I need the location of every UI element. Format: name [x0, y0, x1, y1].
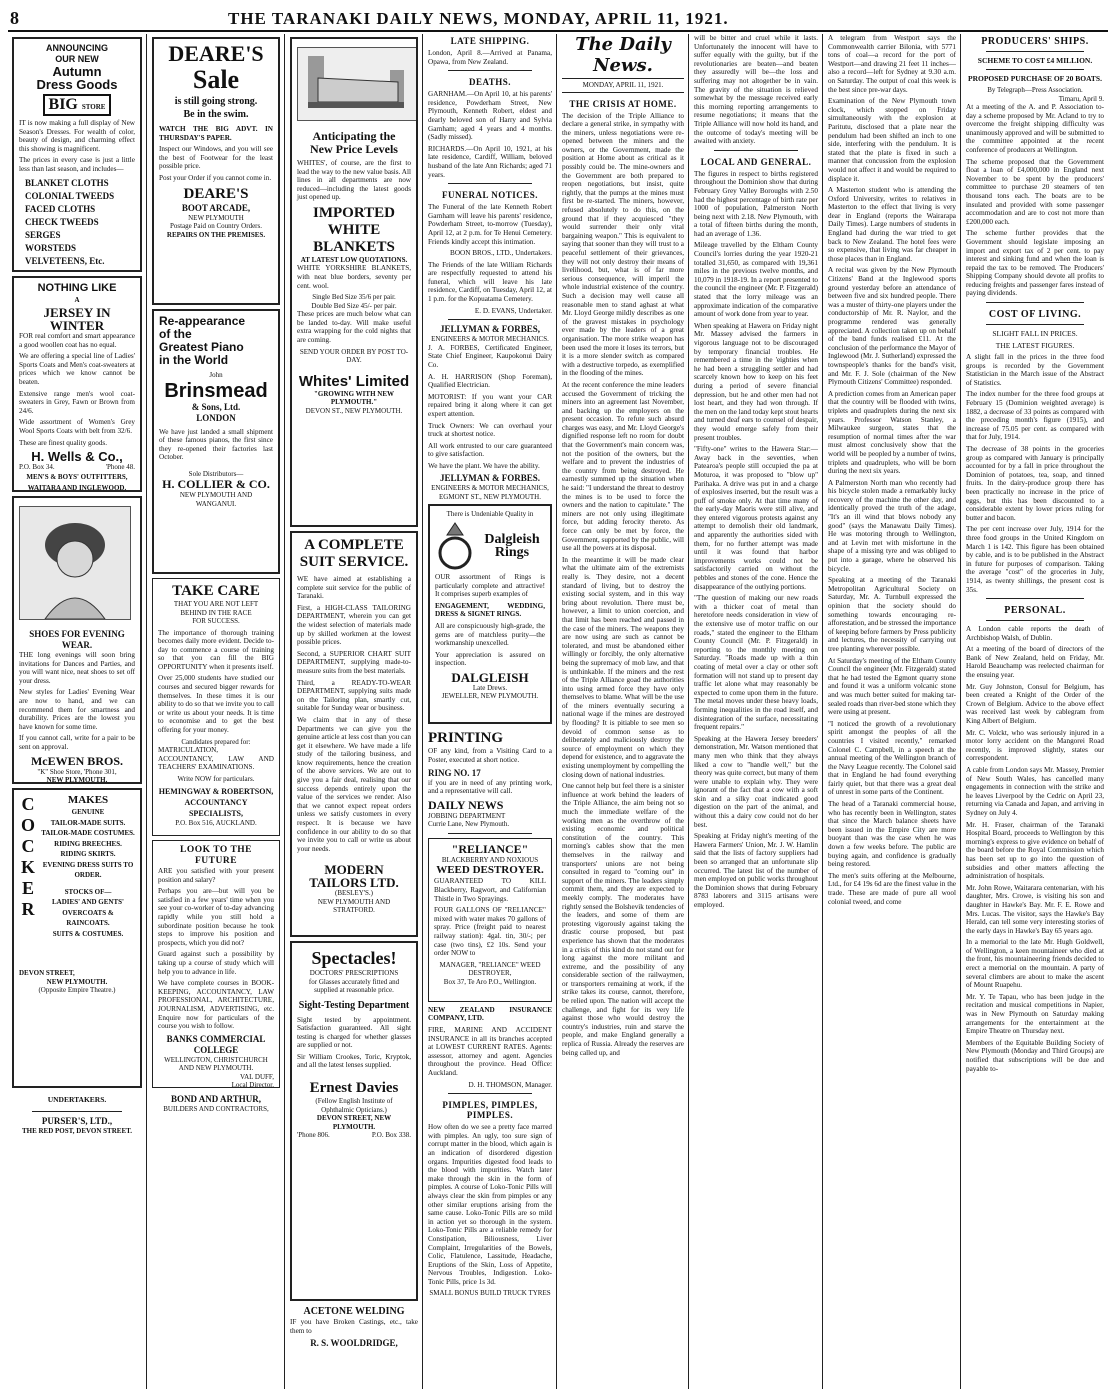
- ad-heading: of the: [159, 327, 192, 341]
- news-paragraph: Members of the Equitable Building Society of New Plymouth (Monday and Third Groups) are notified that subscriptions will be due and payable to-: [966, 1038, 1104, 1073]
- ad-line: DOCTORS' PRESCRIPTIONS: [309, 969, 399, 977]
- ad-line: VAL DUFF,: [239, 1072, 274, 1081]
- column-1: [8, 34, 146, 1389]
- logo-word: STORE: [81, 103, 106, 111]
- undertakers-heading: UNDERTAKERS.: [47, 1095, 107, 1104]
- ad-body: if you are in need of any printing work, and a representative will call.: [428, 778, 552, 796]
- ad-line: TAILOR-MADE SUITS.: [50, 818, 126, 827]
- news-paragraph: Speaking at a meeting of the Taranaki Metropolitan Agricultural Society on Saturday, Mr. A. Turnbull expressed the opinion that the society should do something towards encouraging re-afforestation, and be stressed the importance of keeping before farmers by Press publicity and lectures, the necessity of carrying out tree planting wherever possible.: [828, 576, 956, 653]
- ad-heading: MAKES: [67, 794, 109, 806]
- letter: C: [21, 794, 35, 814]
- ad-line: JEWELLER, NEW PLYMOUTH.: [441, 692, 539, 701]
- ad-body: WHITES', of course, are the first to lead the way to the new value basis. All lines in all departments are now reduced—including the latest goods just opened up.: [297, 159, 411, 202]
- price-line: Double Bed Size 45/- per pair.: [311, 301, 397, 310]
- news-paragraph: At a meeting of the A. and P. Association to-day a scheme proposed by Mr. Acland to try to overcome the freight shipping difficulty was unanimously approved and will be submitted to the committee appointed at the recent conference of producers at Wellington.: [966, 103, 1104, 154]
- ad-body: Guard against such a possibility by taking up a course of study which will help you to advance in life.: [158, 950, 274, 976]
- ad-body: Your appreciation is assured on inspection.: [435, 650, 545, 668]
- ad-line: WANGANUI.: [195, 499, 237, 508]
- ad-body: Inspect our Windows, and you will see the best of Footwear for the least possible price.: [159, 145, 273, 171]
- news-paragraph: In a memorial to the late Mr. Hugh Goldwell, of Wellington, a keen mountaineer who died at the front, his mountaineering friends decided to erect a memorial on the mountain. A party of several climbers are about to make the ascent of Mount Ruapehu.: [966, 938, 1104, 990]
- notice-text: The Friends of the late William Richards are respectfully requested to attend his funeral, which will leave his late residence, Cardiff, on Tuesday, April 12, at 1 p.m. for the Kopuatama Cemetery.: [428, 260, 552, 304]
- news-paragraph: Examination of the New Plymouth town clock, which stopped on Friday simultaneously with the explosion at Paritutu, disclosed that a plate near the pendulum had been shifted an inch to one side, interfering with the pendulum. It is stated that the plate is fixed in such a manner that concussion from the explosion would not affect it and would be required to displace it.: [828, 97, 956, 183]
- section-heading: PRODUCERS' SHIPS.: [981, 36, 1089, 47]
- news-paragraph: A cable from London says Mr. Massey, Premier of New South Wales, has cancelled many engagements in connection with the strike and he leaves Liverpool by the Cedric on April 23, returning via Canada and Japan, and arriving in Sydney on July 4.: [966, 766, 1104, 817]
- ad-body: All work entrusted to our care guaranteed to give satisfaction.: [428, 441, 552, 459]
- ad-name: DEARE'S: [183, 185, 249, 202]
- ad-name: NEW ZEALAND INSURANCE COMPANY, LTD.: [428, 1005, 552, 1023]
- list-item: VELVETEENS, Etc.: [25, 255, 105, 266]
- ad-line: Local Director.: [231, 1081, 274, 1088]
- ernest-davies-advert: [290, 941, 418, 1301]
- editorial-heading: THE CRISIS AT HOME.: [569, 98, 677, 109]
- list-item: WORSTEDS: [25, 242, 77, 253]
- ad-line: DEVON STREET, NEW PLYMOUTH.: [316, 1114, 392, 1131]
- section-heading: DEATHS.: [468, 77, 512, 88]
- column-rule: [556, 34, 557, 1389]
- ad-body: We have complete courses in BOOK-KEEPING, ACCOUNTANCY, LAW PROFESSIONAL, ARCHITECTURE, JOURNALISM, ADVERTISING, etc. Enquire now for particulars of the course you wish to follow.: [158, 979, 274, 1031]
- news-paragraph: At a meeting of the board of directors of the Bank of New Zealand, held on Friday, Mr. Harold Beauchamp was reelected chairman for the ensuing year.: [966, 645, 1104, 680]
- whites-advert: [290, 37, 418, 527]
- ad-line: Candidates prepared for:: [181, 737, 251, 746]
- ad-name: Brinsmead: [164, 379, 268, 402]
- column-3: [286, 34, 422, 1389]
- acetone-body: IF you have Broken Castings, etc., take them to: [290, 1318, 418, 1335]
- news-paragraph: A recital was given by the New Plymouth Citizens' Band at the Inglewood sports ground yesterday before an attendance of between five and six hundred people. There was a muster of thirty-one players under the conductorship of Mr. R. Naylor, and the programme rendered was generally appreciated. A collection taken up on behalf of the band funds realised £11. At the conclusion of the performance the Mayor of Inglewood (Mr. J. Sutherland) expressed the townspeople's thanks for the band's visit, and Mr. F. J. Sole (chairman of the New Plymouth Citizens' Committee) responded.: [828, 266, 956, 387]
- list-item: SERGES: [25, 229, 61, 240]
- sub-heading: THE LATEST FIGURES.: [995, 341, 1075, 351]
- ad-body: WE have aimed at establishing a complete suit service for the public of Taranaki.: [297, 575, 411, 601]
- printing-heading: PRINTING: [428, 730, 504, 747]
- ad-line: There is Undeniable Quality in: [446, 510, 534, 519]
- news-paragraph: The per cent increase over July, 1914 for the three food groups in the United Kingdom on March 1 is 142. This figure has been obtained by cable, and is to be published in the Abstract in future for purposes of comparison. Taking the average "cost" of the groceries in July, 1914, as twenty shillings, the present cost is 35s.: [966, 525, 1104, 594]
- cocker-vertical-name: [19, 794, 37, 939]
- ad-line: MEN'S & BOYS' OUTFITTERS,: [26, 472, 128, 481]
- ad-line: Be in the swim.: [183, 109, 249, 120]
- ad-body: All are conspicuously high-grade, the gems are of matchless purity—the workmanship unexcelled.: [435, 621, 545, 648]
- rennies-advert: [12, 37, 142, 272]
- ad-name: BANKS COMMERCIAL: [166, 1033, 266, 1044]
- ad-line: SUITS & COSTUMES.: [52, 929, 124, 938]
- news-paragraph: The scheme proposed that the Government float a loan of £4,000,000 in England next November to be spent by the producers' committee to purchase 20 steamers of ten thousand tons each. The boats are to be insulated and provided with some passenger accommodation and are to cost not more than £200,000 each.: [966, 157, 1104, 226]
- ad-line: 'Phone 48.: [105, 463, 135, 472]
- ad-line: RING NO. 17: [428, 767, 481, 778]
- ad-heading: BLANKETS: [313, 238, 395, 255]
- acetone-name: R. S. WOOLDRIDGE,: [310, 1338, 398, 1349]
- banks-college-advert: [152, 840, 280, 1088]
- news-paragraph: The head of a Taranaki commercial house, who has recently been in Wellington, states that since the March balance sheets have been issued in the Empire City are more buoyant than was the case when he was down a few weeks before. The public are buying again, and confidence is gradually being restored.: [828, 800, 956, 869]
- ad-line: EVENING DRESS SUITS TO ORDER.: [42, 860, 134, 879]
- ad-name: DAILY NEWS: [428, 797, 504, 812]
- ad-body: FIRE, MARINE AND ACCIDENT INSURANCE in all its branches accepted at LOWEST CURRENT RATES. Agents: assessor, attorney and agent. Agencies throughout the province. Head Office: Auckland.: [428, 1026, 552, 1077]
- sub-heading: SCHEME TO COST £4 MILLION.: [977, 56, 1093, 65]
- column-rule: [688, 34, 689, 1389]
- dateline: Timaru, April 9.: [1058, 94, 1104, 103]
- ad-heading: WEED DESTROYER.: [436, 864, 544, 877]
- section-heading: LOCAL AND GENERAL.: [700, 156, 812, 167]
- ad-body: MATRICULATION, ACCOUNTANCY, LAW AND TEACHERS' EXAMINATIONS.: [158, 746, 274, 772]
- column-4: [424, 34, 556, 1389]
- ad-heading: New Price Levels: [310, 142, 398, 156]
- news-paragraph: The scheme further provides that the Government should legislate imposing an import and export tax of 2 per cent. to pay interest and sinking fund and when the loan is repaid the tax to be removed. The Producers' Shipping Company should devote all profits to reducing freights and passenger fares instead of paying dividends.: [966, 229, 1104, 298]
- section-heading: LATE SHIPPING.: [450, 36, 530, 46]
- notice-text: London, April 8.—Arrived at Panama, Opawa, from New Zealand.: [428, 49, 552, 66]
- ad-body: Over 25,000 students have studied our courses and secured bigger rewards for themselves. In these times it is our ability to do so that we invite you to call or write us about your needs. It is time to economise and to get the best offering for your money.: [158, 674, 274, 735]
- section-heading: PERSONAL.: [1004, 605, 1066, 617]
- ad-line: NEW PLYMOUTH AND STRATFORD.: [317, 897, 391, 915]
- ad-body: We have just landed a small shipment of these famous pianos, the first since they re-opened their factories last October.: [159, 427, 273, 462]
- ad-name: H. Wells & Co.,: [31, 449, 123, 465]
- ad-line: SEND YOUR ORDER BY POST TO-DAY.: [299, 347, 409, 365]
- dalgleish-advert: [428, 504, 552, 724]
- ad-body: Truck Owners: We can overhaul your truck at shortest notice.: [428, 421, 552, 439]
- list-item: CHECK TWEEDS: [25, 216, 99, 227]
- ad-line: STOCKS OF—: [64, 887, 112, 896]
- ad-name: JELLYMAN & FORBES,: [440, 324, 540, 335]
- ad-line: BEHIND IN THE RACE: [180, 608, 252, 617]
- wells-advert: [12, 276, 142, 492]
- ad-line: JOBBING DEPARTMENT: [428, 811, 506, 820]
- ad-line: LONDON: [196, 412, 236, 423]
- news-paragraph: The decrease of 38 points in the groceries group as compared with January is principally accounted for by a fall in price throughout the Dominion of potatoes, tea, soap, and tinned fruits. In the dairy-produce group there has been practically no increase in the price of eggs, but this has been discounted to a considerable extent by lower prices ruling for butter and bacon.: [966, 445, 1104, 522]
- column-7: [824, 34, 960, 1389]
- news-paragraph: A Masterton student who is attending the Oxford University, writes to relatives in Masterton to the effect that living is very dear in England (reports the Wairarapa Daily Times). Large numbers of students in England had during the war tried to get back to New Zealand. The hotel fees were so expensive, that living was far cheaper in those places than in England.: [828, 186, 956, 263]
- ad-heading: Sale: [192, 65, 240, 94]
- news-paragraph: A slight fall in the prices in the three food groups is recorded by the Government Statistician in the March issue of the Abstract of Statistics.: [966, 353, 1104, 387]
- ad-heading: Sight-Testing Department: [298, 999, 410, 1011]
- ad-heading: JERSEY IN: [43, 305, 111, 320]
- ad-line: is still going strong.: [174, 96, 258, 107]
- ad-line: Postage Paid on Country Orders.: [170, 222, 262, 231]
- ad-line: ACCOUNTANCY SPECIALISTS,: [184, 798, 248, 819]
- ad-body: Third, a READY-TO-WEAR DEPARTMENT, supplying suits made on the Tailoring plan, smartly cut, suitable for Sunday wear or business.: [297, 678, 411, 713]
- ad-body: THE long evenings will soon bring invitations for Dances and Parties, and you will want nice, neat shoes to set off your dress.: [19, 651, 135, 685]
- news-paragraph: Speaking at Friday night's meeting of the Hawera Farmers' Union, Mr. J. W. Hamlin said that the lists of factory suppliers had been so arranged that an unfortunate slip occurred. The latest list of the number of men employed on public works throughout the Dominion shows that during February 8783 laborers and 3115 artisans were employed.: [694, 832, 818, 909]
- ad-heading: TAKE CARE: [172, 583, 260, 599]
- ad-body: GUARANTEED TO KILL Blackberry, Ragwort, and Californian Thistle in Two Sprayings.: [434, 877, 546, 903]
- page-masthead: [8, 6, 1108, 32]
- ad-heading: WINTER: [49, 318, 105, 333]
- ad-body: IT is now making a full display of New Season's Dresses. For wealth of color, beauty of design, and charming effect this showing is magnificent.: [19, 119, 135, 153]
- section-heading: FUNERAL NOTICES.: [441, 190, 539, 201]
- ad-line: FOR SUCCESS.: [192, 617, 240, 625]
- ad-body: Extensive range men's wool coat-sweaters in Grey, Fawn or Brown from 24/6.: [19, 389, 135, 415]
- notice-text: The Funeral of the late Kenneth Robert Garnham will leave his parents' residence, Powderham Street, to-morrow (Tuesday), April 12, at 2 p.m. for Te Henui Cemetery. Friends kindly accept this intimation.: [428, 203, 552, 246]
- news-paragraph: The men's suits offering at the Melbourne, Ltd., for £4 19s 6d are the finest value in the trade. These are made of pure all wool colonial tweed, and come: [828, 871, 956, 906]
- ad-line: Sole Distributors—: [188, 469, 244, 478]
- product-list: [19, 177, 135, 268]
- notice-text: RICHARDS.—On April 10, 1921, at his late residence, Cardiff, William, beloved husband of the late Ann Richards; aged 71 years.: [428, 144, 552, 179]
- cocker-advert: [12, 788, 142, 1088]
- ad-line: [19, 270, 135, 272]
- ad-line: SMALL BONUS BUILD TRUCK TYRES: [429, 1289, 551, 1298]
- ad-body: The importance of thorough training becomes daily more evident. Decide to-day to commence a course of training so that you can fill the BIG OPPORTUNITY when it presents itself.: [158, 628, 274, 671]
- ad-name: DALGLEISH: [451, 669, 529, 685]
- big-store-logo: [43, 94, 112, 116]
- ad-name: TAILORS LTD.: [309, 875, 399, 891]
- modern-tailors-advert: [290, 531, 418, 937]
- woman-portrait-illustration: [19, 506, 131, 620]
- ad-line: NEW PLYMOUTH.: [46, 977, 108, 986]
- ad-line: MANAGER, "RELIANCE" WEED DESTROYER,: [439, 960, 541, 978]
- column-2: [148, 34, 284, 1389]
- ad-line: BLACKBERRY AND NOXIOUS: [441, 855, 539, 864]
- deare-sale-advert: [152, 37, 280, 305]
- list-item: BLANKET CLOTHS: [25, 177, 109, 188]
- ad-line: Currie Lane, New Plymouth.: [428, 820, 510, 829]
- column-5: [558, 34, 688, 1389]
- ad-body: Wide assortment of Women's Grey Wool Sports Coats with belt from 32/6.: [19, 418, 135, 435]
- letter: O: [20, 815, 35, 835]
- ad-line: P.O. Box 516, AUCKLAND.: [175, 819, 257, 828]
- letter: K: [20, 857, 35, 877]
- column-6: [690, 34, 822, 1389]
- pursers-name: PURSER'S, LTD.,: [41, 1116, 113, 1126]
- ad-heading: SUIT SERVICE.: [299, 554, 409, 570]
- editorial-paragraph: At the recent conference the mine leaders accused the Government of tricking the miners into an agreement last November, and backing up the employers on the present occasion. To refute such absurd charges was easy, and Mr. Lloyd George's dignified response left no room for doubt that the Government's main concern was, not the position of the owners, but the welfare and to prevent the industries of the country from being destroyed. He earnestly summed up the situation when he said: "I understand the threat to destroy the mines is to be used to force the owners and the nation to capitulate." The miners are not only using illegitimate force, but adding ferocity thereto. As force can only be met by force, the Government, supported by the public, will use all the powers at its disposal.: [562, 380, 684, 553]
- list-item: FACED CLOTHS: [25, 203, 96, 214]
- ad-line: 'Phone 806.: [297, 1131, 330, 1140]
- ad-body: J. A. FORBES, Certificated Engineer, State Chief Engineer, Kaupokonui Dairy Co.: [428, 343, 552, 369]
- news-paragraph: At Saturday's meeting of the Eltham County Council the engineer (Mr. Fitzgerald) stated that he had tested the Egmont quarry stone and found it was a uniform volcanic stone and was much better suited for making tar-sealed roads than river-bed stone which they were using at present.: [828, 656, 956, 717]
- ad-heading: NOTHING LIKE: [37, 282, 117, 294]
- column-rule: [422, 34, 423, 1389]
- mcewen-advert: [12, 496, 142, 784]
- ad-line: BOOT ARCADE,: [181, 202, 251, 213]
- editorial-paragraph: will be bitter and cruel while it lasts. Unfortunately the innocent will have to suffer equally with the guilty, but if the revolutionaries are beaten—and beaten they assuredly will be—the loss and suffering may not altogether be in vain. The gravity of the situation is relieved somewhat by the message received early this morning reporting arrangements to resume negotiations; it means that the Triple Alliance will now hold its hand, and the outcome of today's meeting will be awaited with anxiety.: [694, 34, 818, 146]
- news-paragraph: Mr. John Rowe, Waitarara centenarian, with his daughter, Mrs. Crowe, is visiting his son and daughter in Hawke's Bay. Mr. F. E. Rowe and Mrs. Lucas. The visitor, says the Hawke's Bay Herald, can tell some very interesting stories of the early days in Hawke's Bay 65 years ago.: [966, 883, 1104, 935]
- ad-body: If you cannot call, write for a pair to be sent on approval.: [19, 734, 135, 751]
- list-item: COLONIAL TWEEDS: [25, 190, 115, 201]
- ad-heading: Dalgleish: [484, 531, 540, 547]
- ad-line: RIDING BREECHES.: [54, 839, 122, 848]
- ad-body: ARE you satisfied with your present position and salary?: [158, 867, 274, 884]
- ad-heading: A COMPLETE: [304, 537, 404, 553]
- ad-heading: SHOES FOR EVENING: [29, 629, 125, 639]
- ad-line: REPAIRS ON THE PREMISES.: [166, 230, 266, 239]
- ad-line: John: [209, 371, 223, 379]
- ad-body: OUR assortment of Rings is particularly complete and attractive! It comprises superb examples of: [435, 572, 545, 599]
- ad-heading: Dress Goods: [36, 77, 118, 92]
- column-rule: [284, 34, 285, 1389]
- section-heading: COST OF LIVING.: [988, 309, 1082, 321]
- news-paragraph: Mr. H. Fraser, chairman of the Taranaki Hospital Board, proceeds to Wellington by this morning's express to give evidence on behalf of the board before the Royal Commission which has been set up to go into the question of subsidies and other matters affecting the administration of hospitals.: [966, 820, 1104, 881]
- column-rule: [146, 34, 147, 1389]
- ad-line: Box 37, Te Aro P.O., Wellington.: [443, 977, 537, 986]
- page-number: 8: [10, 8, 19, 28]
- notice-text: GARNHAM.—On April 10, at his parents' residence, Powderham Street, New Plymouth, Kenneth Robert, eldest and dearly beloved son of Harry and Sylvia Garnham; aged 4 years and 4 months. (Sadly missed).: [428, 90, 552, 142]
- news-paragraph: "Fifty-one" writes to the Hawera Star:—Away back in the seventies, when Patearoa's people still occupied the pa at Moturoa, it was proposed to "blow up" Parihaka. A drive was put in and a charge of explosives inserted, but the result was a puff of smoke only. At that time many of the early-day Maoris were still alive, and they entered vigorous protests against any attempt to demolish their old landmark, and apparently the authorities sided with them, for no further attempt was made until it was found that harbor improvements works could not be satisfactorily carried on without the pebbles and stones of the cone. Hence the disappearance of the outlying portions.: [694, 445, 818, 591]
- letter: R: [21, 899, 35, 919]
- ad-heading: WEAR.: [61, 640, 93, 650]
- ring-illustration: [435, 519, 475, 573]
- ad-line: NEW PLYMOUTH: [188, 213, 244, 222]
- ad-line: NEW PLYMOUTH.: [46, 776, 108, 784]
- ad-line: ANNOUNCING: [46, 43, 108, 53]
- sub-heading: SLIGHT FALL IN PRICES.: [992, 329, 1078, 339]
- ad-body: FOR real comfort and smart appearance a good woollen coat has no equal.: [19, 332, 135, 349]
- ad-line: P.O. Box 338.: [371, 1131, 411, 1140]
- dateline: By Telegraph—Press Association.: [987, 86, 1083, 94]
- ad-line: DEVON ST., NEW PLYMOUTH.: [305, 406, 403, 415]
- ad-body: The prices in every case is just a little less than last season, and includes—: [19, 156, 135, 173]
- ad-name: JELLYMAN & FORBES.: [440, 473, 540, 484]
- logo-word: BIG: [48, 96, 78, 113]
- news-paragraph: Mileage travelled by the Eltham County Council's lorries during the year 1920-21 totalled 31,650, as compared with 19,361 miles in the previous twelve months, and 10,079 in 1918-19. In a report presented to the council the engineer (Mr. P. Fitzgerald) stated that the lorry mileage was an approximate indication of the comparative amount of work done from year to year.: [694, 241, 818, 319]
- notice-signature: E. D. EVANS, Undertaker.: [474, 306, 552, 315]
- ad-body: Second, a SUPERIOR CHART SUIT DEPARTMENT, supplying made-to-measure suits from the best materials.: [297, 649, 411, 675]
- hemingway-advert: [152, 578, 280, 836]
- ad-name: HEMINGWAY & ROBERTSON,: [158, 787, 274, 797]
- news-paragraph: Mr. C. Volckt, who was seriously injured in a motor lorry accident on the Mangorei Road recently, is improved slightly, states our correspondent.: [966, 728, 1104, 763]
- ad-heading: LOOK TO THE FUTURE: [179, 845, 253, 866]
- pursers-address: THE RED POST, DEVON STREET.: [21, 1127, 133, 1135]
- editorial-masthead: The Daily News.: [575, 34, 671, 76]
- ad-heading: Greatest Piano: [159, 340, 244, 354]
- ad-line: NEW PLYMOUTH AND: [179, 491, 253, 500]
- news-paragraph: When speaking at Hawera on Friday night Mr. Massey advised the farmers in vigorous language not to be discouraged by temporary financial troubles. He remembered a time in the 'eighties when he had been a struggling settler and had scarcely known how to keep on his feet during a period of severe financial depression, but he and other men had not lost heart, and they had won through. If the men on the land today kept stout hearts and turned deaf ears to counsel of despair, they would emerge safely from their present troubles.: [694, 321, 818, 442]
- ad-line: RIDING SKIRTS.: [60, 850, 116, 858]
- sub-heading: PROPOSED PURCHASE OF 20 BOATS.: [968, 74, 1102, 83]
- ad-heading: Anticipating the: [312, 129, 396, 143]
- acetone-heading: ACETONE WELDING: [303, 1306, 405, 1317]
- ad-body: We have the plant. We have the ability.: [428, 461, 540, 470]
- ad-body: Post your Order if you cannot come in.: [159, 173, 272, 182]
- ad-body: These prices are much below what can be landed to-day. Will make useful extra wrapping for the cold nights that are coming.: [297, 310, 411, 345]
- news-paragraph: A London cable reports the death of Archbishop Walsh, of Dublin.: [966, 625, 1104, 642]
- ad-body: Sight tested by appointment. Satisfaction guaranteed. All sight testing is charged for whether glasses are supplied or not.: [297, 1015, 411, 1050]
- ad-name: Whites' Limited: [298, 372, 410, 390]
- ad-body: We claim that in any of these Departments we can give you the genuine article at less cost than you can get it elsewhere. We have made a life study of the tailoring business, and know requirements, hence the creation of the above services. We are out to give you a fair deal, realising that our success depends entirely upon the value of the services we render. Also that we cannot expect repeat orders unless we satisfy customers in every respect. It is because we have confidence in our ability to do so that we invite you to call or write us about your needs.: [297, 715, 411, 853]
- bond-arthur-trade: BUILDERS AND CONTRACTORS,: [163, 1105, 269, 1113]
- newspaper-title: THE TARANAKI DAILY NEWS, MONDAY, APRIL 11, 1921.: [228, 9, 729, 28]
- news-paragraph: The index number for the three food groups at February 15 (Dominion weighted average) is 1882, a decrease of 33 points as compared with the preceding month's figure (1915), and increase of 75.05 per cent. as compared with that for July, 1914.: [966, 390, 1104, 442]
- ad-body: FOUR GALLONS OF "RELIANCE" mixed with water makes 70 gallons of spray. Price (freight paid to nearest railway station): 4gal. tin, 30/-; per case (two tins), £2 10s. Send your order NOW to: [434, 906, 546, 958]
- ad-name: MODERN: [324, 862, 384, 878]
- ad-body: How often do we see a pretty face marred with pimples. An ugly, too sure sign of corrupt matter in the blood, which again is an indication of disordered digestion organs. Impurities digested food leads to the blood with impurities. Watch later make through the skin in the form of pimples. A course of Loko-Tonic Pills will always clear the skin from pimples or any other similar eruptions arising from the same cause. Loko-Tonic Pills are so mild in action yet so thorough in the system. Loko-Tonic Pills are a reliable remedy for Constipation, Biliousness, Liver Complaint, Irregularities of the Bowels, Colic, Flatulence, Lassitude, Headache, Eruptions of the Skin, Loss of Appetite, Nervous Troubles, Indigestion. Loko-Tonic Pills, price 1s 3d.: [428, 1123, 552, 1286]
- ad-line: Ophthalmic Opticians.): [321, 1105, 387, 1114]
- ad-heading: Spectacles!: [311, 948, 397, 968]
- ad-line: WAITARA AND INGLEWOOD.: [27, 483, 127, 492]
- ad-heading: Re-appearance: [159, 314, 246, 328]
- editorial-paragraph: One cannot help but feel there is a sinister influence at work behind the leaders of the Triple Alliance, the aim being not so much the immediate welfare of the working men as the overthrow of the existing economic and political constitution of the country. This morning's cables show that the men themselves in the railway and transporters' unions are not being consulted in regard to "coming out" in support of the miners. The leaders simply commit them, and they are expected to meekly comply. The moderates have rightly sensed the Bolshevik tendencies of the leaders, and some of them are protesting vigorously against taking the drastic course proposed, but past experience has shown that the moderates in a crisis of this kind do not stand out for long against the more militant and extreme, and the possibility of any considerable section of the railwaymen, or transporters remaining at work, if the strike takes its course, cannot, therefore, be relied upon. The nation will accept the challenge, and fight for its very life against those who would destroy the country's industries, ruin and starve the people, and make England generally a replica of Russia. Already the reserves are being called up, and: [562, 782, 684, 1057]
- ad-line: (Fellow English Institute of: [315, 1097, 393, 1106]
- ad-heading: "RELIANCE": [451, 841, 529, 856]
- ad-body: MOTORIST: If you want your CAR repaired bring it along where it can get expert attention.: [428, 392, 552, 418]
- ad-heading: Autumn: [52, 64, 102, 79]
- news-paragraph: A prediction comes from an American paper that the country will be flooded with twins, triplets and quadruplets during the next six years. Professor Watson Stanley, a Milwaukee surgeon, states that the resumption of normal times after the war must almost conclusively show that the world will be peopled by a number of twins, triplets and quadruplets, who will be born during the next six years.: [828, 389, 956, 476]
- news-paragraph: A telegram from Westport says the Commonwealth carrier Bilonia, with 5771 tons of coal—a record for the port of Westport—and drawing 21 feet 11 inches—also a record—left for Sydney at 9.30 a.m. on Saturday. The output of coal this week is the best since pre-war days.: [828, 34, 956, 94]
- reliance-advert: [428, 838, 552, 1002]
- news-paragraph: Speaking at the Hawera Jersey breeders' demonstration, Mr. Watson mentioned that many men who think that they always liked a cow to "handle well," but the theory was quite correct, but many of them were unable to explain why. They were ignorant of the fact that a cow with a soft skin and a silky coat indicated good digestion on the part of the animal, and without this a dairy cow could not do her best.: [694, 734, 818, 829]
- ad-line: (BESLEY'S.): [334, 889, 373, 898]
- news-paragraph: Mr. Guy Johnston, Consul for Belgium, has been created a Knight of the Order of the Crown of Belgium. Advice to the above effect was received last week by cablegram from King Albert of Belgium.: [966, 682, 1104, 726]
- ad-heading: Rings: [494, 544, 530, 560]
- ad-line: "GROWING WITH NEW PLYMOUTH.": [314, 389, 394, 407]
- ad-body: WATCH THE BIG ADVT. IN THURSDAY'S PAPER.: [159, 125, 273, 142]
- ad-line: "K" Shoe Store, 'Phone 301,: [37, 767, 117, 776]
- column-rule: [960, 34, 961, 1389]
- ad-line: for Glasses accurately fitted and supplied at reasonable price.: [308, 977, 400, 994]
- notice-signature: BOON BROS., LTD., Undertakers.: [450, 249, 552, 258]
- collier-piano-advert: [152, 309, 280, 574]
- ad-line: (Opposite Empire Theatre.): [38, 986, 116, 994]
- ad-body: New styles for Ladies' Evening Wear are now to hand, and we can recommend them for smartness and durability. Prices are the lowest you have known for some time.: [19, 688, 135, 731]
- ad-line: & Sons, Ltd.: [191, 401, 241, 412]
- ad-line: LADIES' AND GENTS' OVERCOATS & RAINCOATS.: [52, 898, 124, 927]
- ad-name: H. COLLIER & CO.: [162, 477, 270, 492]
- section-heading: PIMPLES, PIMPLES, PIMPLES.: [442, 1100, 538, 1121]
- price-line: Single Bed Size 35/6 per pair.: [312, 293, 396, 302]
- ad-line: EGMONT ST., NEW PLYMOUTH.: [439, 492, 541, 501]
- news-paragraph: "The question of making our new roads with a thicker coat of metal than heretofore needs consideration in view of the extensive use of motor traffic on our roads," stated the engineer to the Eltham County Council (Mr. P. Fitzgerald) in reporting to the monthly meeting on Saturday. "Roads made up with a thin coating of metal over a clay or other soft formation will not stand up to present day traffic let alone what may reasonably be expected to come upon them in the future. The metal moves under these heavy loads, forming inequalities in the road itself, and disintegration of the surface, necessitating frequent repairs.": [694, 594, 818, 732]
- ad-body: Sir William Crookes, Toric, Kryptok, and all the latest lenses supplied.: [297, 1052, 411, 1070]
- ad-body: OF any kind, from a Visiting Card to a Poster, executed at short notice.: [428, 747, 552, 765]
- ad-body: A. H. HARRISON (Shop Foreman), Qualified Electrician.: [428, 372, 552, 390]
- ad-body: ENGAGEMENT, WEDDING, DRESS & SIGNET RINGS.: [435, 601, 545, 619]
- ad-name: Ernest Davies: [309, 1080, 399, 1097]
- news-paragraph: The figures in respect to births registered throughout the Dominion show that during February Grey Valley Boroughs with 2.50 had the highest percentage of birth rate per 1000 of population, Palmerston North being next with 2.18. New Plymouth, with a total of fifteen births during the month, had an average of 1.36.: [694, 169, 818, 238]
- ad-line: COLLEGE: [193, 1044, 239, 1055]
- ad-line: Write NOW for particulars.: [177, 774, 255, 783]
- ad-line: OUR NEW: [55, 54, 99, 64]
- ad-line: WELLINGTON, CHRISTCHURCH AND NEW PLYMOUTH.: [164, 1055, 268, 1073]
- column-8: [962, 34, 1108, 1389]
- ad-line: ENGINEERS & MOTOR MECHANICS.: [431, 335, 549, 344]
- ad-body: Perhaps you are—but will you be satisfied in a few years' time when you see your co-worker of to-day advancing rapidly while you still hold a subordinate position because he took steps to improve his position and prospects, which you did not?: [158, 887, 274, 947]
- ad-heading: IMPORTED: [313, 204, 395, 221]
- letter: C: [21, 836, 35, 856]
- ad-line: P.O. Box 34.: [19, 463, 55, 472]
- ad-name: DEARE'S: [168, 41, 264, 66]
- bed-illustration: [297, 47, 417, 121]
- ad-line: DEVON STREET,: [19, 969, 75, 977]
- editorial-dateline: MONDAY, APRIL 11, 1921.: [582, 81, 664, 89]
- ad-line: TAILOR-MADE COSTUMES.: [41, 829, 135, 837]
- ad-line: AT LATEST LOW QUOTATIONS.: [300, 255, 408, 264]
- ad-heading: WHITE: [327, 221, 381, 238]
- ad-line: Late Drews.: [472, 683, 508, 692]
- ad-name: McEWEN BROS.: [30, 753, 123, 768]
- ad-line: ENGINEERS & MOTOR MECHANICS,: [431, 484, 549, 493]
- ad-heading: in the World: [159, 353, 229, 367]
- ad-line: THAT YOU ARE NOT LEFT: [173, 600, 259, 608]
- editorial-paragraph: In the meantime it will be made clear what the ultimate aim of the extremists really is. They desire, not a decent standard of living, but to destroy the existing social system, and in this way bring about revolution. There must be, however, a limit to union coercion, and that limit has been reached and passed in the case of the miners. The weapons they are now using are such as cannot be tolerated, and must be abandoned either willingly or forcibly, the only alternative being the supremacy of mob law, and that is unthinkable. If the miners and the rest of the Triple Alliance goad the authorities into using armed force they have only themselves to blame. What will be the use of the miners eventually securing a national wage if the mines are destroyed by flooding? It is pitiable to see men so devoid of common sense as to deliberately and maliciously destroy the source of employment on which they depend for existence, and to aggravate the existing unemployment by compelling the closing down of national industries.: [562, 555, 684, 779]
- ad-body: First, a HIGH-CLASS TAILORING DEPARTMENT, wherein you can get the widest selection of materials made up by skilled workmen at the lowest possible prices.: [297, 603, 411, 647]
- news-paragraph: Mr. Y. Te Tapau, who has been judge in the recitation and musical competitions in Napier, was in New Plymouth on Saturday making arrangements for the entertainment at the Empire Theatre on Thursday next.: [966, 992, 1104, 1036]
- ad-body: WHITE YORKSHIRE BLANKETS, with neat blue borders, seventy per cent. wool.: [297, 264, 411, 290]
- ad-line: D. H. THOMSON, Manager.: [468, 1080, 552, 1089]
- column-rule: [822, 34, 823, 1389]
- editorial-paragraph: The decision of the Triple Alliance to declare a general strike, in sympathy with the miners, unless negotiations were re-opened between the miners and the owners, or the Government, made the position at Home about as critical as it possibly could be. The mine-owners and the Government are both prepared to reopen negotiations, but insist, quite rightly, that the pumps at the mines must first be re-started. The miners, however, refused absolutely to do this, on the ground that if they acquiesced "they would surrender their only vital bargaining weapon." This is equivalent to saying that sooner than they will trust to a peaceful settlement of their grievances, they will not only destroy their means of livelihood, but, what is of far more serious consequence, will imperil the whole industrial existence of the country. Such a decision may well cause all reasonable men to stand aghast at what Mr. Lloyd George mildly describes as one of the gravest mistakes in psychology ever made by the leaders of a great organisation. The more strike weapon has been used the more it loses its terrors, but it is a more slender switch as compared with a destructive torpedo, as exemplified in the flooding of the mines.: [562, 111, 684, 378]
- news-paragraph: "I noticed the growth of a revolutionary spirit amongst the peoples of all the countries I visited recently," remarked Colonel C. Campbell, in a speech at the annual meeting of the Wellington branch of the Navy League recently. The Colonel said that in England he had found everything fairly quiet, but that there was a great deal of unrest in some parts of the Continent.: [828, 719, 956, 797]
- ad-line: GENUINE: [71, 808, 105, 816]
- ad-body: We are offering a special line of Ladies' Sports Coats and Men's coat-sweaters at prices which we know cannot be beaten.: [19, 352, 135, 386]
- ad-line: A: [74, 296, 80, 304]
- letter: E: [21, 878, 34, 898]
- news-paragraph: A Palmerston North man who recently had his bicycle stolen made a remarkably lucky recovery of the machine the other day, and identically proved the truth of the adage, "It's an ill wind that blows nobody any good" (says the Manawatu Daily Times). He was motoring through to Wellington, and at Levin met with misfortune in the shape of a missing tyre and was obliged to put into a garage, where he observed his bicycle.: [828, 478, 956, 573]
- bond-arthur-name: BOND AND ARTHUR,: [171, 1094, 261, 1104]
- ad-body: These are finest quality goods.: [19, 438, 108, 447]
